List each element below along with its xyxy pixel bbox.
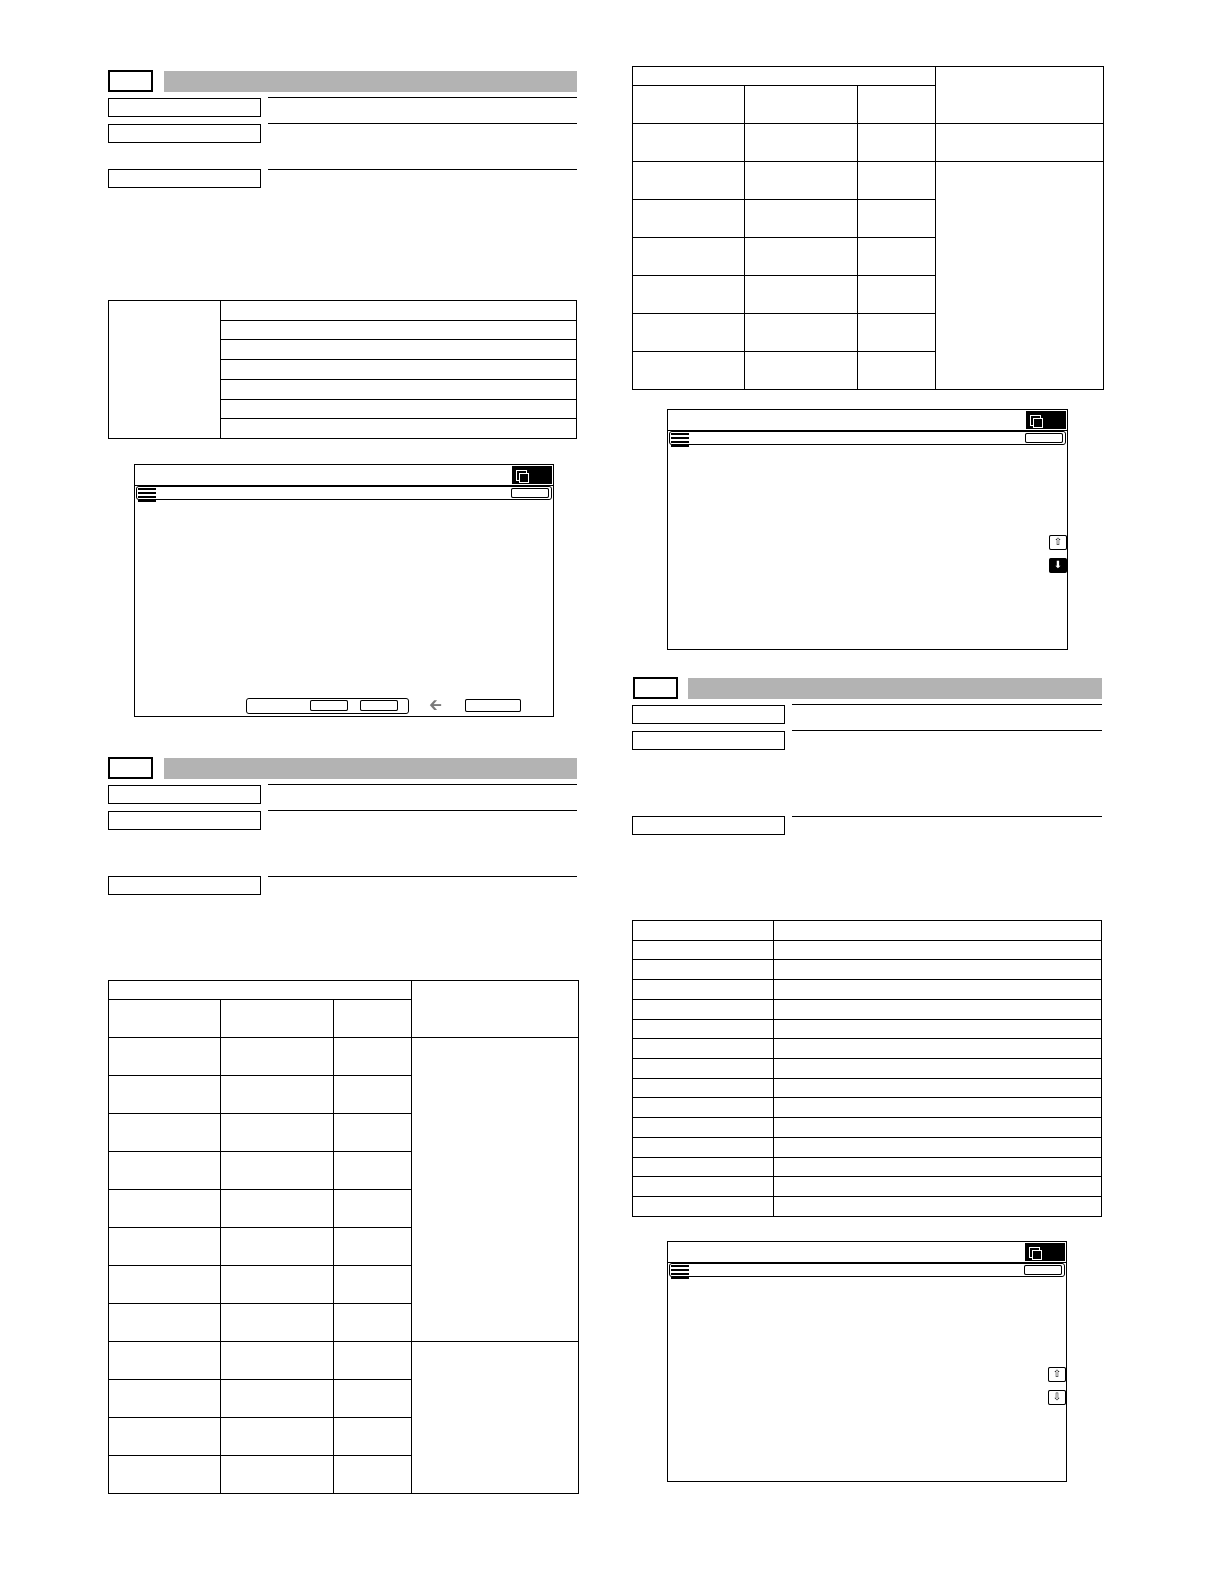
table-cell bbox=[858, 200, 936, 238]
section-2-code bbox=[108, 757, 153, 779]
table-cell bbox=[109, 1304, 221, 1342]
table-cell bbox=[109, 1190, 221, 1228]
menu-list-icon bbox=[138, 485, 156, 503]
menu-list-icon bbox=[671, 430, 689, 448]
table-cell bbox=[774, 1059, 1102, 1079]
table-cell bbox=[109, 1456, 221, 1494]
table-cell bbox=[774, 1137, 1102, 1157]
table-cell bbox=[633, 276, 745, 314]
screen-1 bbox=[134, 464, 554, 717]
section-2-label-2 bbox=[108, 811, 261, 830]
table-cell bbox=[633, 1118, 774, 1138]
section-1-label-1 bbox=[108, 98, 261, 117]
table-cell bbox=[221, 1152, 334, 1190]
table-cell bbox=[745, 314, 858, 352]
table-cell bbox=[109, 1342, 221, 1380]
table-cell bbox=[221, 399, 577, 419]
table-cell bbox=[412, 1038, 579, 1342]
table-cell bbox=[221, 1380, 334, 1418]
table-cell bbox=[221, 1000, 334, 1038]
copy-mode-icon[interactable] bbox=[1025, 1243, 1065, 1261]
section-3-label-2 bbox=[632, 731, 785, 750]
table-cell bbox=[633, 1157, 774, 1177]
section-3-rule-2 bbox=[792, 730, 1102, 731]
screen-3-row-button[interactable] bbox=[1024, 1265, 1062, 1275]
table-cell bbox=[221, 320, 577, 340]
table-cell bbox=[109, 1076, 221, 1114]
section-2-rule-1 bbox=[268, 784, 577, 785]
screen-2 bbox=[667, 409, 1068, 650]
table-cell bbox=[221, 340, 577, 360]
table-cell bbox=[334, 1228, 412, 1266]
table-cell bbox=[774, 1039, 1102, 1059]
table-cell bbox=[633, 162, 745, 200]
table-cell bbox=[936, 162, 1104, 390]
section-1-rule-1 bbox=[268, 97, 577, 98]
screen-1-ok-button[interactable] bbox=[465, 699, 521, 712]
table-cell bbox=[633, 940, 774, 960]
section-2-label-3 bbox=[108, 876, 261, 895]
table-cell bbox=[745, 238, 858, 276]
table-cell bbox=[633, 238, 745, 276]
menu-list-icon bbox=[671, 1262, 689, 1280]
screen-1-value-button-2[interactable] bbox=[360, 700, 398, 711]
table-cell bbox=[774, 1157, 1102, 1177]
screen-3-menu-row[interactable] bbox=[669, 1263, 1065, 1277]
table-cell bbox=[633, 1078, 774, 1098]
screen-2-title-bar bbox=[668, 410, 1067, 431]
table-cell bbox=[334, 1190, 412, 1228]
table-cell bbox=[412, 981, 579, 1038]
copy-mode-icon[interactable] bbox=[512, 466, 552, 484]
table-cell bbox=[633, 200, 745, 238]
table-cell bbox=[745, 200, 858, 238]
table-cell bbox=[221, 1228, 334, 1266]
screen-2-menu-row[interactable] bbox=[669, 431, 1066, 445]
table-cell bbox=[221, 1190, 334, 1228]
table-cell bbox=[109, 981, 412, 1000]
table-cell bbox=[109, 1114, 221, 1152]
screen-1-row-button[interactable] bbox=[511, 488, 549, 498]
table-cell bbox=[774, 1098, 1102, 1118]
table-cell bbox=[334, 1152, 412, 1190]
table-cell bbox=[774, 1019, 1102, 1039]
table-cell bbox=[936, 67, 1104, 124]
table-cell bbox=[774, 940, 1102, 960]
table-cell bbox=[633, 67, 936, 86]
table-cell bbox=[221, 360, 577, 380]
screen-1-menu-row[interactable] bbox=[136, 486, 552, 500]
table-cell bbox=[633, 124, 745, 162]
table-cell bbox=[858, 162, 936, 200]
table-cell bbox=[774, 999, 1102, 1019]
table-cell bbox=[858, 276, 936, 314]
table-cell bbox=[221, 1114, 334, 1152]
table-cell bbox=[633, 314, 745, 352]
table-cell bbox=[633, 1177, 774, 1197]
table-cell bbox=[633, 1019, 774, 1039]
section-3-label-3 bbox=[632, 816, 785, 835]
down-arrow-icon[interactable]: ⇩ bbox=[1048, 1390, 1066, 1405]
section-1-code bbox=[108, 70, 153, 92]
section-1-rule-2 bbox=[268, 123, 577, 124]
table-cell bbox=[633, 1197, 774, 1217]
section-2-rule-2 bbox=[268, 810, 577, 811]
section-2-table bbox=[108, 980, 579, 1494]
table-cell bbox=[745, 86, 858, 124]
table-cell bbox=[745, 352, 858, 390]
table-cell bbox=[774, 980, 1102, 1000]
section-3-rule-3 bbox=[792, 816, 1102, 817]
table-cell bbox=[745, 124, 858, 162]
down-arrow-icon[interactable]: ⬇ bbox=[1049, 558, 1067, 573]
table-cell bbox=[334, 1114, 412, 1152]
table-cell bbox=[109, 1380, 221, 1418]
table-cell bbox=[633, 921, 774, 941]
table-cell bbox=[774, 960, 1102, 980]
table-cell bbox=[633, 352, 745, 390]
table-cell bbox=[221, 1418, 334, 1456]
section-2-rule-3 bbox=[268, 876, 577, 877]
back-arrow-icon[interactable]: 🡰 bbox=[429, 695, 442, 714]
table-cell bbox=[109, 1228, 221, 1266]
table-cell bbox=[221, 1038, 334, 1076]
table-cell bbox=[745, 162, 858, 200]
copy-mode-icon[interactable] bbox=[1026, 411, 1066, 429]
table-cell bbox=[412, 1342, 579, 1494]
screen-3 bbox=[667, 1241, 1067, 1482]
table-cell bbox=[633, 999, 774, 1019]
section-3-label-1 bbox=[632, 705, 785, 724]
table-cell bbox=[774, 1177, 1102, 1197]
table-cell bbox=[109, 1038, 221, 1076]
section-1-rule-3 bbox=[268, 169, 577, 170]
table-cell bbox=[221, 1342, 334, 1380]
screen-1-title-bar bbox=[135, 465, 553, 486]
screen-1-value-button-1[interactable] bbox=[310, 700, 348, 711]
table-cell bbox=[858, 86, 936, 124]
section-2-heading-bar bbox=[164, 758, 577, 779]
section-1-label-2 bbox=[108, 124, 261, 143]
table-cell bbox=[774, 1078, 1102, 1098]
section-1-table bbox=[108, 300, 577, 439]
table-cell bbox=[633, 1039, 774, 1059]
table-cell bbox=[221, 1456, 334, 1494]
table-cell bbox=[633, 1137, 774, 1157]
section-1-label-3 bbox=[108, 169, 261, 188]
section-3-heading-bar bbox=[688, 678, 1102, 699]
table-cell bbox=[109, 1266, 221, 1304]
table-cell bbox=[858, 352, 936, 390]
table-cell bbox=[109, 301, 221, 439]
table-cell bbox=[745, 276, 858, 314]
table-cell bbox=[633, 980, 774, 1000]
table-cell bbox=[936, 124, 1104, 162]
table-cell bbox=[109, 1000, 221, 1038]
table-cell bbox=[221, 1076, 334, 1114]
right-top-table bbox=[632, 66, 1104, 390]
table-cell bbox=[334, 1380, 412, 1418]
section-3-table bbox=[632, 920, 1102, 1217]
table-cell bbox=[221, 301, 577, 321]
table-cell bbox=[221, 1266, 334, 1304]
table-cell bbox=[221, 419, 577, 439]
section-2-label-1 bbox=[108, 785, 261, 804]
section-1-heading-bar bbox=[164, 71, 577, 92]
section-3-code bbox=[633, 677, 678, 699]
table-cell bbox=[334, 1418, 412, 1456]
up-arrow-icon[interactable]: ⇧ bbox=[1049, 535, 1067, 550]
table-cell bbox=[109, 1152, 221, 1190]
table-cell bbox=[633, 86, 745, 124]
table-cell bbox=[334, 1342, 412, 1380]
table-cell bbox=[221, 379, 577, 399]
table-cell bbox=[858, 124, 936, 162]
section-3-rule-1 bbox=[792, 704, 1102, 705]
table-cell bbox=[858, 238, 936, 276]
table-cell bbox=[334, 1266, 412, 1304]
table-cell bbox=[774, 921, 1102, 941]
table-cell bbox=[774, 1118, 1102, 1138]
table-cell bbox=[334, 1000, 412, 1038]
table-cell bbox=[858, 314, 936, 352]
table-cell bbox=[334, 1076, 412, 1114]
table-cell bbox=[334, 1456, 412, 1494]
table-cell bbox=[221, 1304, 334, 1342]
table-cell bbox=[774, 1197, 1102, 1217]
up-arrow-icon[interactable]: ⇧ bbox=[1048, 1367, 1066, 1382]
screen-2-row-button[interactable] bbox=[1025, 433, 1063, 443]
screen-3-title-bar bbox=[668, 1242, 1066, 1263]
table-cell bbox=[633, 960, 774, 980]
table-cell bbox=[633, 1059, 774, 1079]
table-cell bbox=[334, 1038, 412, 1076]
table-cell bbox=[633, 1098, 774, 1118]
table-cell bbox=[334, 1304, 412, 1342]
table-cell bbox=[109, 1418, 221, 1456]
